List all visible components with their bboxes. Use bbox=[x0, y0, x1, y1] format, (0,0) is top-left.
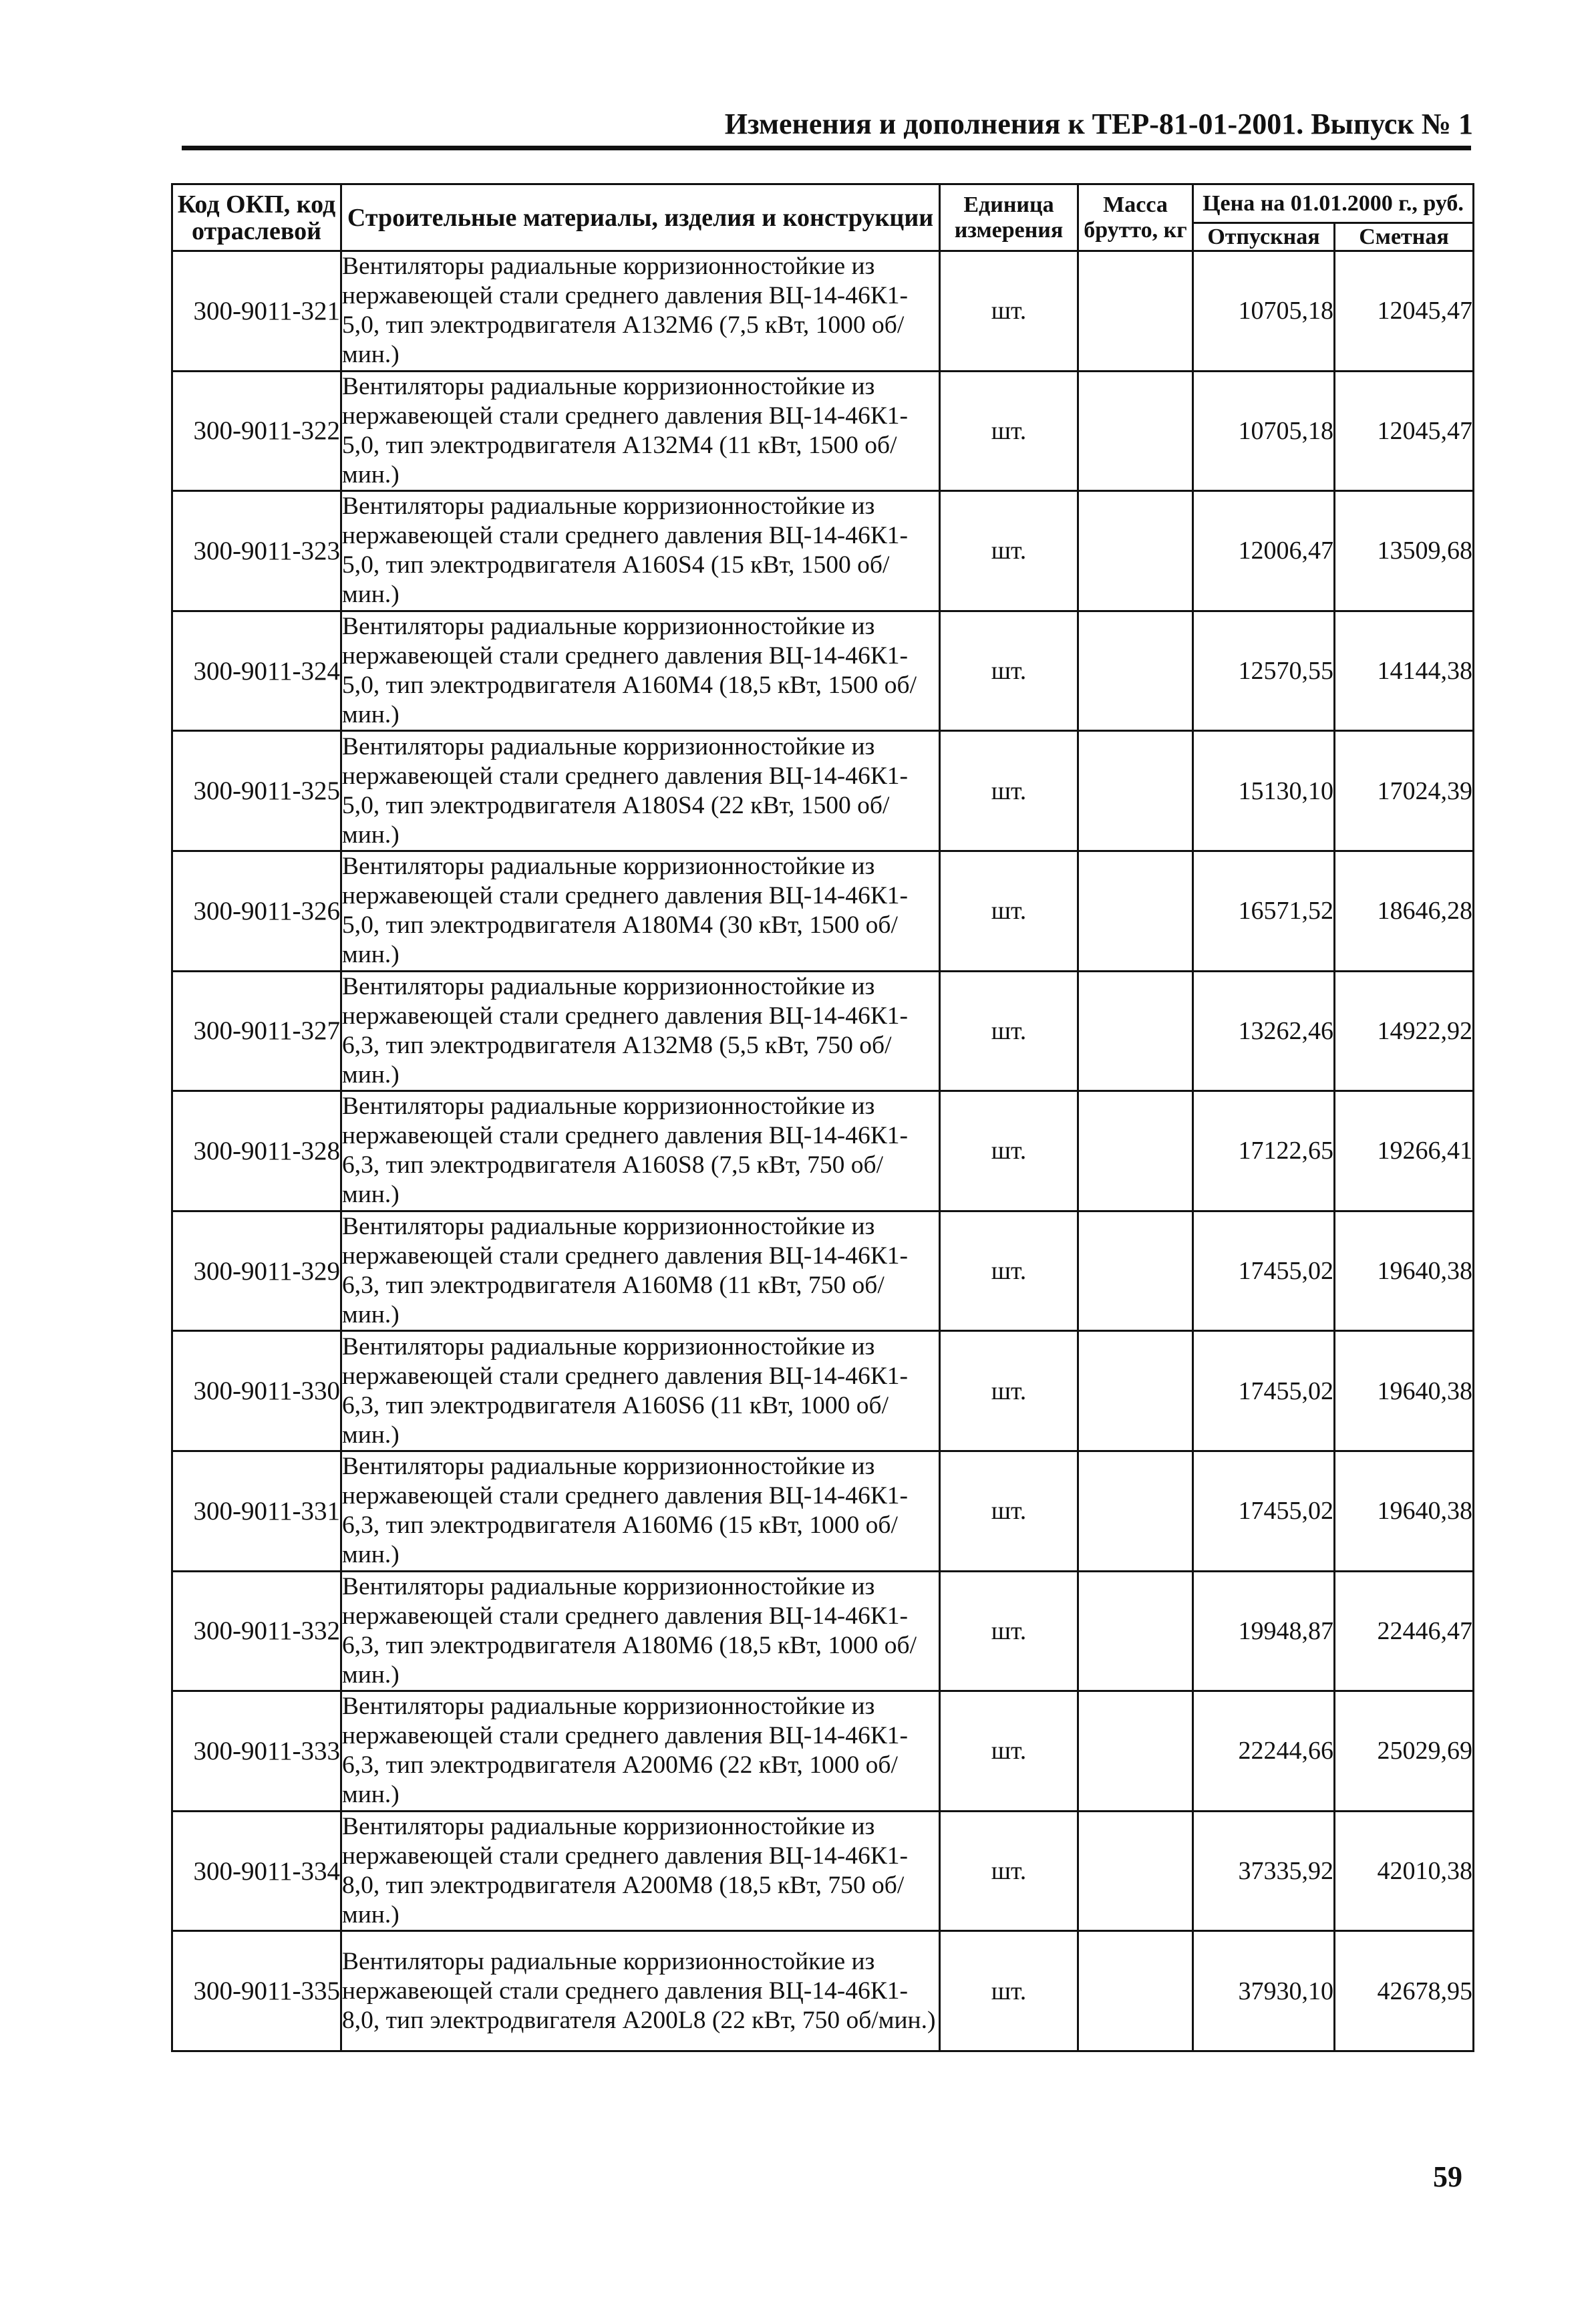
price-estimate-cell: 14922,92 bbox=[1335, 971, 1474, 1091]
price-estimate-cell: 19266,41 bbox=[1335, 1091, 1474, 1211]
mass-cell bbox=[1078, 371, 1193, 491]
unit-cell: шт. bbox=[940, 1931, 1078, 2051]
description-cell: Вентиляторы радиальные корризионностойкие из нержавеющей стали среднего давления ВЦ-14-46К1-6,3, тип электродвигателя А160М6 (15 кВт, 1000 об/мин.) bbox=[341, 1451, 940, 1571]
mass-cell bbox=[1078, 491, 1193, 611]
price-release-cell: 17122,65 bbox=[1193, 1091, 1335, 1211]
description-cell: Вентиляторы радиальные корризионностойкие из нержавеющей стали среднего давления ВЦ-14-46К1-6,3, тип электродвигателя А180М6 (18,5 кВт, 1000 об/мин.) bbox=[341, 1571, 940, 1691]
mass-cell bbox=[1078, 1691, 1193, 1812]
description-cell: Вентиляторы радиальные корризионностойкие из нержавеющей стали среднего давления ВЦ-14-46К1-5,0, тип электродвигателя А180S4 (22 кВт, 1500 об/мин.) bbox=[341, 731, 940, 851]
mass-cell bbox=[1078, 1091, 1193, 1211]
code-cell: 300-9011-322 bbox=[172, 371, 341, 491]
table-row bbox=[172, 731, 1474, 851]
materials-price-table bbox=[171, 183, 1474, 2052]
price-release-cell: 16571,52 bbox=[1193, 851, 1335, 971]
col-header-price-release: Отпускная bbox=[1193, 223, 1335, 251]
price-release-cell: 19948,87 bbox=[1193, 1571, 1335, 1691]
running-header: Изменения и дополнения к ТЕР-81-01-2001. Выпуск № 1 bbox=[724, 108, 1473, 140]
description-cell: Вентиляторы радиальные корризионностойкие из нержавеющей стали среднего давления ВЦ-14-46К1-5,0, тип электродвигателя А132М4 (11 кВт, 1500 об/мин.) bbox=[341, 371, 940, 491]
unit-cell: шт. bbox=[940, 1331, 1078, 1451]
col-header-mass: Масса брутто, кг bbox=[1078, 184, 1193, 251]
code-cell: 300-9011-332 bbox=[172, 1571, 341, 1691]
description-cell: Вентиляторы радиальные корризионностойкие из нержавеющей стали среднего давления ВЦ-14-46К1-6,3, тип электродвигателя А160М8 (11 кВт, 750 об/мин.) bbox=[341, 1211, 940, 1331]
table-row bbox=[172, 611, 1474, 731]
unit-cell: шт. bbox=[940, 491, 1078, 611]
table-row bbox=[172, 1091, 1474, 1211]
table-row bbox=[172, 371, 1474, 491]
price-release-cell: 10705,18 bbox=[1193, 251, 1335, 372]
table-body bbox=[172, 251, 1474, 2051]
price-estimate-cell: 19640,38 bbox=[1335, 1211, 1474, 1331]
col-header-price: Цена на 01.01.2000 г., руб. bbox=[1193, 184, 1474, 223]
price-estimate-cell: 12045,47 bbox=[1335, 371, 1474, 491]
price-estimate-cell: 22446,47 bbox=[1335, 1571, 1474, 1691]
price-estimate-cell: 19640,38 bbox=[1335, 1331, 1474, 1451]
description-cell: Вентиляторы радиальные корризионностойкие из нержавеющей стали среднего давления ВЦ-14-46К1-5,0, тип электродвигателя А160М4 (18,5 кВт, 1500 об/мин.) bbox=[341, 611, 940, 731]
mass-cell bbox=[1078, 1331, 1193, 1451]
unit-cell: шт. bbox=[940, 611, 1078, 731]
unit-cell: шт. bbox=[940, 851, 1078, 971]
mass-cell bbox=[1078, 251, 1193, 372]
table-row bbox=[172, 1691, 1474, 1812]
page-number: 59 bbox=[1433, 2160, 1462, 2193]
col-header-materials: Строительные материалы, изделия и конструкции bbox=[341, 184, 940, 251]
unit-cell: шт. bbox=[940, 371, 1078, 491]
code-cell: 300-9011-335 bbox=[172, 1931, 341, 2051]
code-cell: 300-9011-325 bbox=[172, 731, 341, 851]
price-release-cell: 15130,10 bbox=[1193, 731, 1335, 851]
mass-cell bbox=[1078, 851, 1193, 971]
header-rule bbox=[182, 146, 1471, 150]
mass-cell bbox=[1078, 971, 1193, 1091]
code-cell: 300-9011-330 bbox=[172, 1331, 341, 1451]
table-row bbox=[172, 1331, 1474, 1451]
code-cell: 300-9011-326 bbox=[172, 851, 341, 971]
price-release-cell: 10705,18 bbox=[1193, 371, 1335, 491]
price-estimate-cell: 42010,38 bbox=[1335, 1811, 1474, 1931]
mass-cell bbox=[1078, 611, 1193, 731]
table-row bbox=[172, 1571, 1474, 1691]
unit-cell: шт. bbox=[940, 1811, 1078, 1931]
price-release-cell: 37335,92 bbox=[1193, 1811, 1335, 1931]
col-header-code: Код ОКП, код отраслевой bbox=[172, 184, 341, 251]
mass-cell bbox=[1078, 1811, 1193, 1931]
unit-cell: шт. bbox=[940, 251, 1078, 372]
mass-cell bbox=[1078, 731, 1193, 851]
col-header-price-estimate: Сметная bbox=[1335, 223, 1474, 251]
code-cell: 300-9011-321 bbox=[172, 251, 341, 372]
unit-cell: шт. bbox=[940, 971, 1078, 1091]
code-cell: 300-9011-324 bbox=[172, 611, 341, 731]
description-cell: Вентиляторы радиальные корризионностойкие из нержавеющей стали среднего давления ВЦ-14-46К1-8,0, тип электродвигателя А200М8 (18,5 кВт, 750 об/мин.) bbox=[341, 1811, 940, 1931]
price-release-cell: 17455,02 bbox=[1193, 1451, 1335, 1571]
price-estimate-cell: 42678,95 bbox=[1335, 1931, 1474, 2051]
code-cell: 300-9011-323 bbox=[172, 491, 341, 611]
table-row bbox=[172, 971, 1474, 1091]
price-release-cell: 17455,02 bbox=[1193, 1331, 1335, 1451]
price-release-cell: 12006,47 bbox=[1193, 491, 1335, 611]
description-cell: Вентиляторы радиальные корризионностойкие из нержавеющей стали среднего давления ВЦ-14-46К1-8,0, тип электродвигателя А200L8 (22 кВт, 750 об/мин.) bbox=[341, 1931, 940, 2051]
description-cell: Вентиляторы радиальные корризионностойкие из нержавеющей стали среднего давления ВЦ-14-46К1-6,3, тип электродвигателя А132М8 (5,5 кВт, 750 об/мин.) bbox=[341, 971, 940, 1091]
price-estimate-cell: 14144,38 bbox=[1335, 611, 1474, 731]
table-row bbox=[172, 251, 1474, 372]
description-cell: Вентиляторы радиальные корризионностойкие из нержавеющей стали среднего давления ВЦ-14-46К1-6,3, тип электродвигателя А160S6 (11 кВт, 1000 об/мин.) bbox=[341, 1331, 940, 1451]
table-row bbox=[172, 1451, 1474, 1571]
code-cell: 300-9011-331 bbox=[172, 1451, 341, 1571]
mass-cell bbox=[1078, 1571, 1193, 1691]
mass-cell bbox=[1078, 1931, 1193, 2051]
price-release-cell: 17455,02 bbox=[1193, 1211, 1335, 1331]
description-cell: Вентиляторы радиальные корризионностойкие из нержавеющей стали среднего давления ВЦ-14-46К1-5,0, тип электродвигателя А180М4 (30 кВт, 1500 об/мин.) bbox=[341, 851, 940, 971]
unit-cell: шт. bbox=[940, 1091, 1078, 1211]
table-row bbox=[172, 491, 1474, 611]
table-row bbox=[172, 1811, 1474, 1931]
mass-cell bbox=[1078, 1451, 1193, 1571]
description-cell: Вентиляторы радиальные корризионностойкие из нержавеющей стали среднего давления ВЦ-14-46К1-5,0, тип электродвигателя А160S4 (15 кВт, 1500 об/мин.) bbox=[341, 491, 940, 611]
description-cell: Вентиляторы радиальные корризионностойкие из нержавеющей стали среднего давления ВЦ-14-46К1-5,0, тип электродвигателя А132М6 (7,5 кВт, 1000 об/мин.) bbox=[341, 251, 940, 372]
unit-cell: шт. bbox=[940, 1211, 1078, 1331]
price-release-cell: 12570,55 bbox=[1193, 611, 1335, 731]
code-cell: 300-9011-327 bbox=[172, 971, 341, 1091]
description-cell: Вентиляторы радиальные корризионностойкие из нержавеющей стали среднего давления ВЦ-14-46К1-6,3, тип электродвигателя А200М6 (22 кВт, 1000 об/мин.) bbox=[341, 1691, 940, 1812]
table-row bbox=[172, 1211, 1474, 1331]
table-row bbox=[172, 851, 1474, 971]
code-cell: 300-9011-328 bbox=[172, 1091, 341, 1211]
mass-cell bbox=[1078, 1211, 1193, 1331]
table-row bbox=[172, 1931, 1474, 2051]
price-release-cell: 13262,46 bbox=[1193, 971, 1335, 1091]
price-release-cell: 37930,10 bbox=[1193, 1931, 1335, 2051]
price-release-cell: 22244,66 bbox=[1193, 1691, 1335, 1812]
price-estimate-cell: 17024,39 bbox=[1335, 731, 1474, 851]
price-estimate-cell: 25029,69 bbox=[1335, 1691, 1474, 1812]
col-header-unit: Единица измерения bbox=[940, 184, 1078, 251]
unit-cell: шт. bbox=[940, 731, 1078, 851]
unit-cell: шт. bbox=[940, 1451, 1078, 1571]
price-estimate-cell: 12045,47 bbox=[1335, 251, 1474, 372]
description-cell: Вентиляторы радиальные корризионностойкие из нержавеющей стали среднего давления ВЦ-14-46К1-6,3, тип электродвигателя А160S8 (7,5 кВт, 750 об/мин.) bbox=[341, 1091, 940, 1211]
price-estimate-cell: 19640,38 bbox=[1335, 1451, 1474, 1571]
unit-cell: шт. bbox=[940, 1571, 1078, 1691]
code-cell: 300-9011-329 bbox=[172, 1211, 341, 1331]
unit-cell: шт. bbox=[940, 1691, 1078, 1812]
price-estimate-cell: 13509,68 bbox=[1335, 491, 1474, 611]
code-cell: 300-9011-334 bbox=[172, 1811, 341, 1931]
code-cell: 300-9011-333 bbox=[172, 1691, 341, 1812]
price-estimate-cell: 18646,28 bbox=[1335, 851, 1474, 971]
